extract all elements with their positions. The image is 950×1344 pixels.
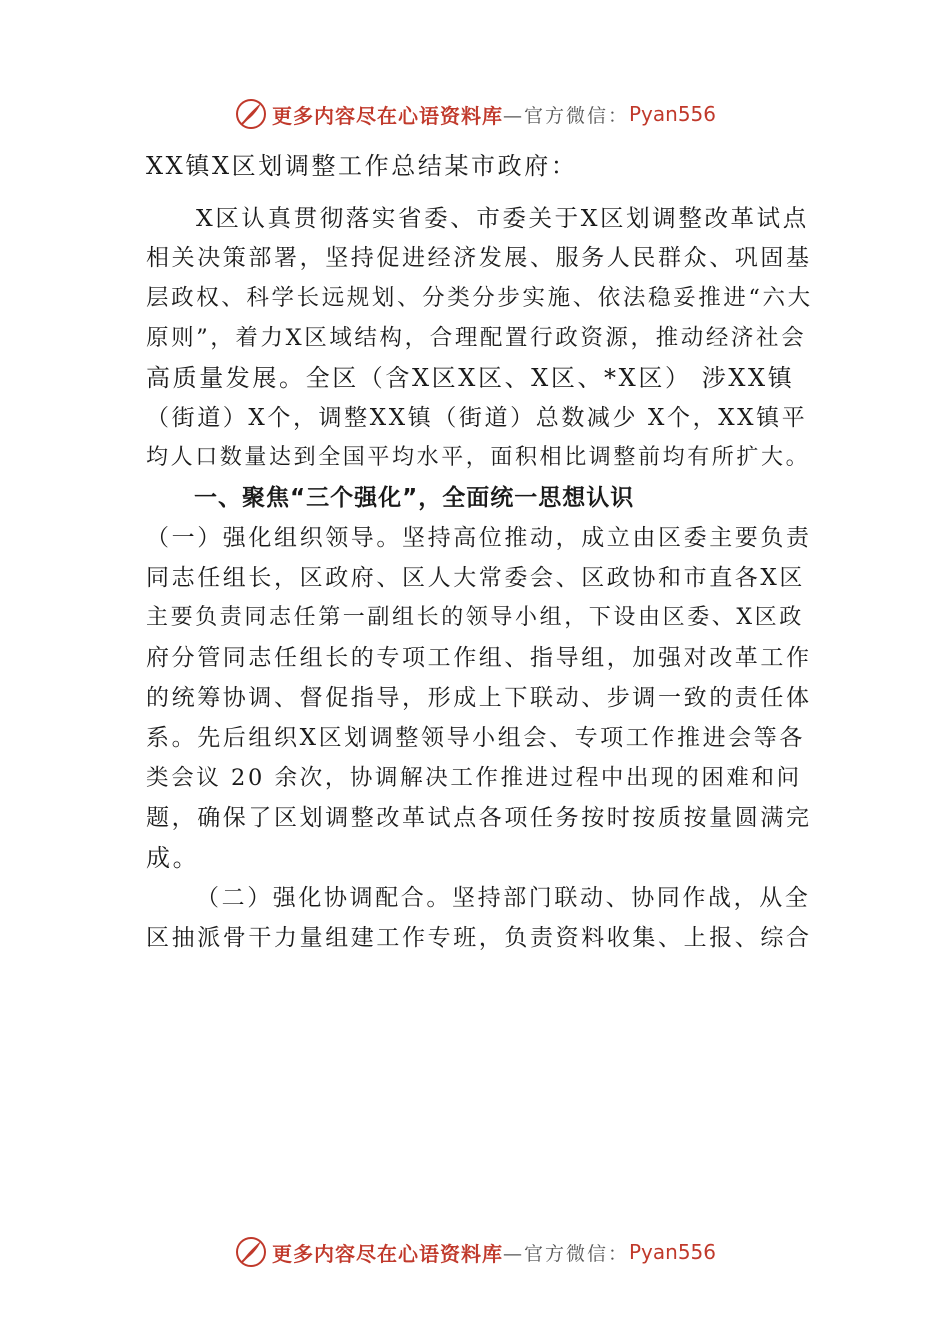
text-line: （一）强化组织领导。坚持高位推动，成立由区委主要负责 xyxy=(146,525,812,551)
document-body xyxy=(146,146,814,958)
text-line: X区认真贯彻落实省委、市委关于X区划调整改革试点 xyxy=(196,204,809,232)
text-line: 主要负责同志任第一副组长的领导小组，下设由区委、X区政 xyxy=(146,605,804,630)
section-heading: 一、聚焦“三个强化”，全面统一思想认识 xyxy=(194,485,635,511)
text-line: 同志任组长，区政府、区人大常委会、区政协和市直各X区 xyxy=(146,565,805,591)
text-line: 府分管同志任组长的专项工作组、指导组，加强对改革工作 xyxy=(146,645,812,671)
text-line: 均人口数量达到全国平均水平，面积相比调整前均有所扩大。 xyxy=(146,445,811,470)
text-line: 原则”，着力X区域结构，合理配置行政资源，推动经济社会 xyxy=(146,325,807,351)
text-line: （二）强化协调配合。坚持部门联动、协同作战，从全 xyxy=(196,885,811,911)
watermark-bottom xyxy=(0,1232,950,1272)
text-line: 系。先后组织X区划调整领导小组会、专项工作推进会等各 xyxy=(146,725,805,751)
watermark-wechat-id: Pyan556 xyxy=(629,1240,717,1264)
paragraph-coordination xyxy=(146,878,814,958)
watermark-sub-text: —官方微信： xyxy=(502,1242,629,1265)
document-title: XX镇X区划调整工作总结某市政府： xyxy=(146,152,578,180)
text-line: 区抽派骨干力量组建工作专班，负责资料收集、上报、综合 xyxy=(146,925,812,951)
watermark-main-text: 更多内容尽在心语资料库 xyxy=(271,1241,503,1266)
quill-logo-icon xyxy=(234,1235,268,1269)
text-line: 类会议 20 余次，协调解决工作推进过程中出现的困难和问 xyxy=(146,765,802,791)
text-line: 高质量发展。全区（含X区X区、X区、*X区） 涉XX镇 xyxy=(146,364,795,392)
text-line: 题，确保了区划调整改革试点各项任务按时按质按量圆满完 xyxy=(146,805,812,831)
text-line: （街道）X个，调整XX镇（街道）总数减少 X个，XX镇平 xyxy=(146,405,808,431)
watermark-main-text: 更多内容尽在心语资料库 xyxy=(271,103,503,128)
text-line: 相关决策部署，坚持促进经济发展、服务人民群众、巩固基 xyxy=(146,245,812,271)
watermark-top xyxy=(0,94,950,134)
watermark-sub-text: —官方微信： xyxy=(502,104,629,127)
paragraph-intro xyxy=(146,198,814,478)
text-line: 成。 xyxy=(146,844,200,872)
text-line: 的统筹协调、督促指导，形成上下联动、步调一致的责任体 xyxy=(146,685,812,711)
quill-logo-icon xyxy=(234,97,268,131)
watermark-wechat-id: Pyan556 xyxy=(629,102,717,126)
text-line: 层政权、科学长远规划、分类分步实施、依法稳妥推进“六大 xyxy=(146,285,813,311)
paragraph-organization xyxy=(146,518,814,878)
